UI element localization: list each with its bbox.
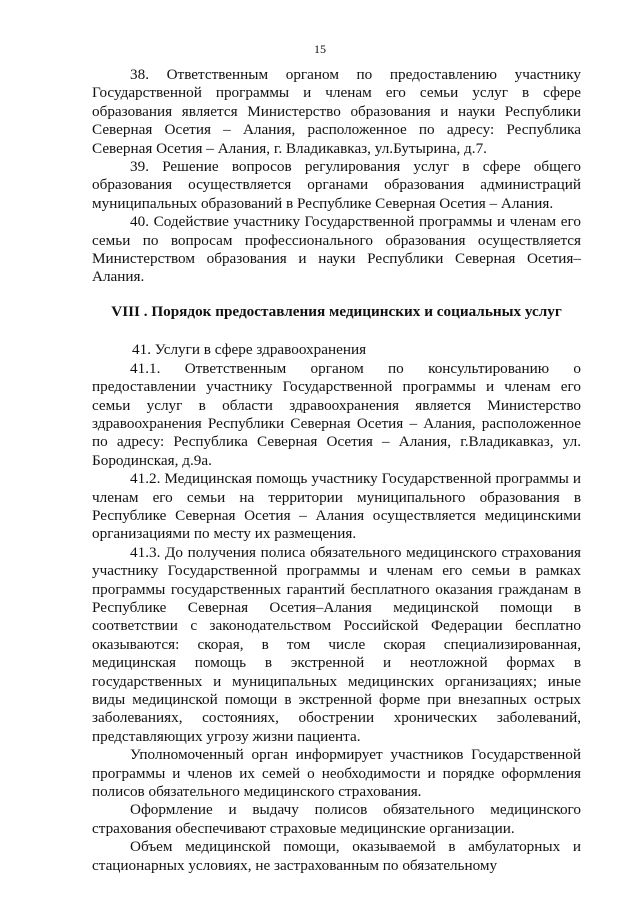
paragraph-policy-issuance: Оформление и выдачу полисов обязательного медицинского страхования обеспечивают страховые медицинские организации. <box>92 801 581 837</box>
paragraph-40: 40. Содействие участнику Государственной программы и членам его семьи по вопросам профессионального образования осуществляется Министерством образования и науки Республики Северная Осетия–Алания. <box>92 213 581 286</box>
paragraph-39: 39. Решение вопросов регулирования услуг в сфере общего образования осуществляется органами образования администраций муниципальных образований в Республике Северная Осетия – Алания. <box>92 158 581 212</box>
paragraph-41-3: 41.3. До получения полиса обязательного медицинского страхования участнику Государственной программы и членам его семьи в рамках программы государственных гарантий бесплатного оказания гражданам в Республике Северная Осетия–Алания медицинской помощи в соответствии с законодательством Российской Федерации бесплатно оказываются: скорая, в том числе скорая специализированная, медицинская помощь в экстренной и неотложной формах в государственных и муниципальных медицинских организациях; иные виды медицинской помощи в экстренной форме при внезапных острых заболеваниях, состояниях, обострении хронических заболеваний, представляющих угрозу жизни пациента. <box>92 543 581 745</box>
paragraph-38: 38. Ответственным органом по предоставлению участнику Государственной программы и членам его семьи услуг в сфере образования является Министерство образования и науки Республики Северная Осетия – Алания, расположенное по адресу: Республика Северная Осетия – Алания, г. Владикавказ, ул.Бутырина, д.7. <box>92 66 581 157</box>
page-number: 15 <box>314 42 326 56</box>
paragraph-41-1: 41.1. Ответственным органом по консультированию о предоставлении участнику Государственной программы и членам его семьи услуг в области здравоохранения является Министерство здравоохранения Республики Северная Осетия – Алания, расположенное по адресу: Республика Северная Осетия – Алания, г.Владикавказ, ул. Бородинская, д.9а. <box>92 359 581 469</box>
paragraph-authorized-body: Уполномоченный орган информирует участников Государственной программы и членов их семей о необходимости и порядке оформления полисов обязательного медицинского страхования. <box>92 746 581 801</box>
document-body <box>92 66 581 875</box>
paragraph-41-2: 41.2. Медицинская помощь участнику Государственной программы и членам его семьи на территории муниципального образования в Республике Северная Осетия – Алания осуществляется медицинскими организациями по месту их размещения. <box>92 470 581 543</box>
paragraph-care-volume: Объем медицинской помощи, оказываемой в амбулаторных и стационарных условиях, не застрахованным по обязательному <box>92 838 581 874</box>
subheading-41: 41. Услуги в сфере здравоохранения <box>132 341 367 359</box>
section-title: VIII . Порядок предоставления медицинских и социальных услуг <box>111 302 562 320</box>
